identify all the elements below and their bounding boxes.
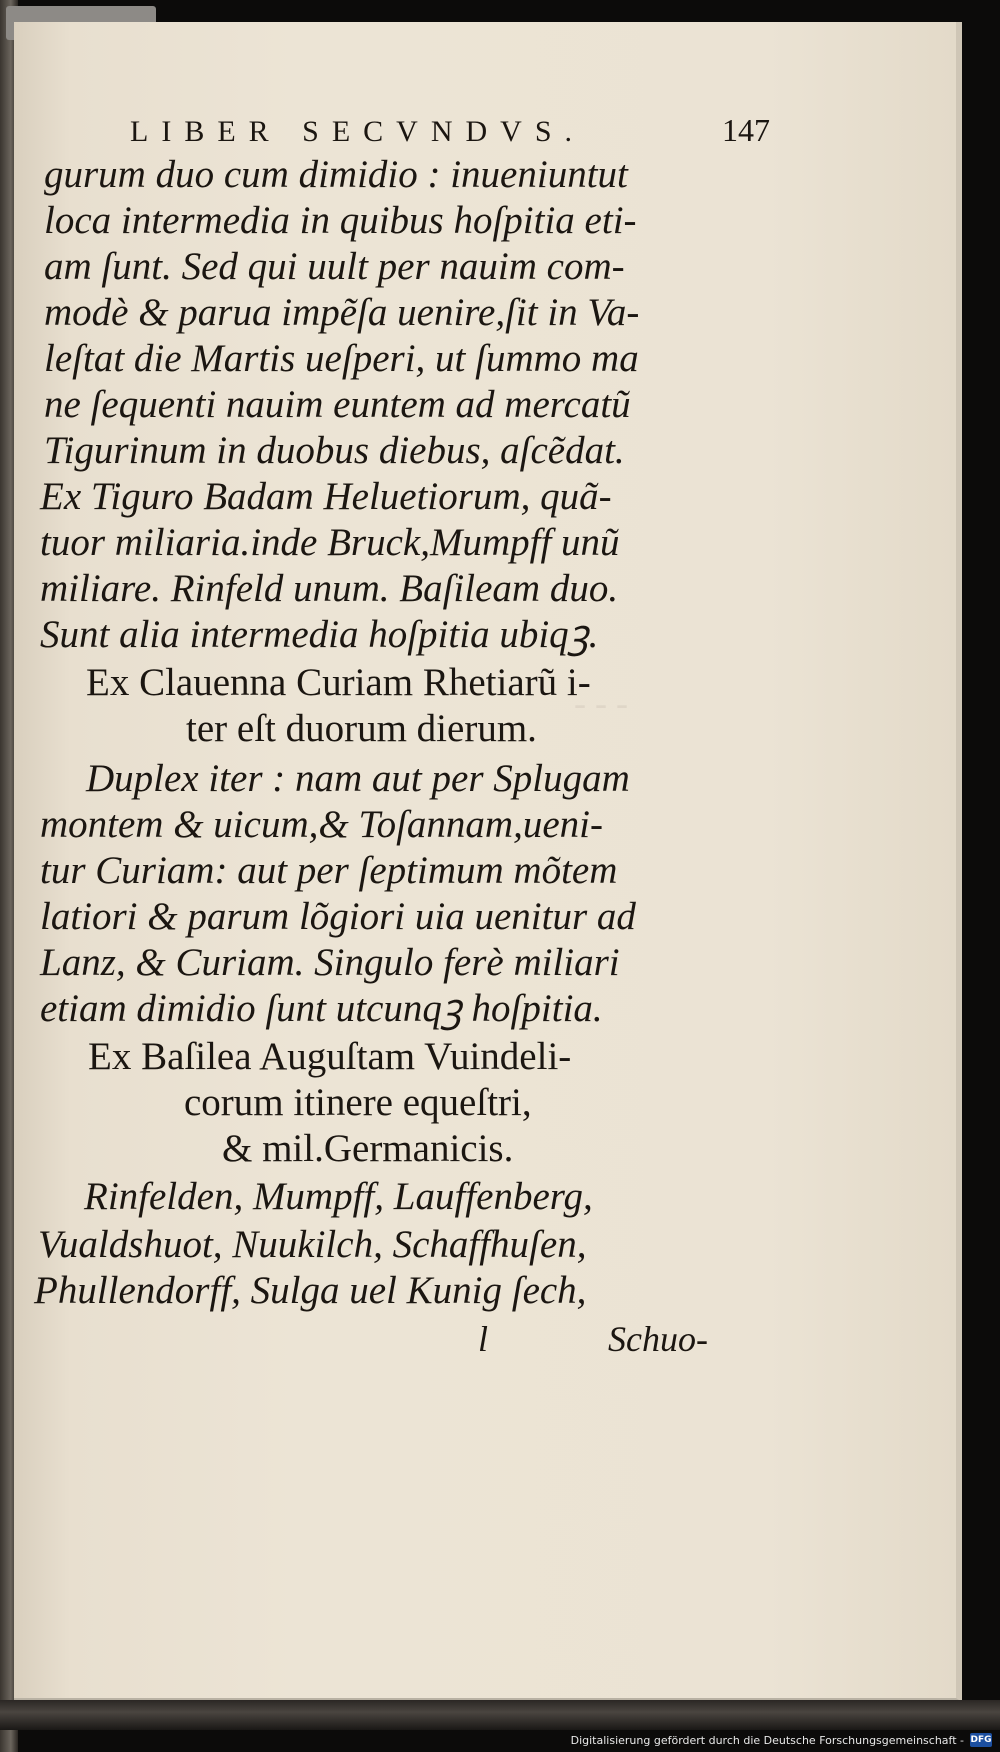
credit-text: Digitalisierung gefördert durch die Deutsche Forschungsgemeinschaft - [570, 1733, 964, 1747]
text-line: montem & uicum,& Toſannam,ueni- [40, 803, 603, 846]
running-title: LIBER SECVNDVS. [130, 115, 586, 148]
text-line: tuor miliaria.inde Bruck,Mumpff unũ [40, 521, 620, 564]
text-line: Phullendorff, Sulga uel Kunig ſech, [34, 1269, 587, 1312]
text-line: miliare. Rinfeld unum. Baſileam duo. [40, 567, 619, 610]
page-number: 147 [722, 112, 770, 148]
show-through-decoration: - - - [574, 683, 628, 723]
text-line: Vualdshuot, Nuukilch, Schaffhuſen, [38, 1223, 587, 1266]
running-head [130, 112, 770, 152]
text-line: Ex Tiguro Badam Heluetiorum, quã- [40, 475, 612, 518]
section-heading-line: Ex Baſilea Auguſtam Vuindeli- [88, 1035, 572, 1078]
text-line: loca intermedia in quibus hoſpitia eti- [44, 199, 637, 242]
text-line: leſtat die Martis ueſperi, ut ſummo ma [44, 337, 639, 380]
text-line: Sunt alia intermedia hoſpitia ubiqꝫ. [40, 613, 599, 656]
text-line: ne ſequenti nauim euntem ad mercatũ [44, 383, 631, 426]
text-line: Tigurinum in duobus diebus, aſcẽdat. [44, 429, 625, 472]
text-line: am ſunt. Sed qui uult per nauim com- [44, 245, 625, 288]
text-line: Rinfelden, Mumpff, Lauffenberg, [84, 1175, 593, 1218]
text-line: modè & parua impẽſa uenire,ſit in Va- [44, 291, 640, 334]
text-line: tur Curiam: aut per ſeptimum mõtem [40, 849, 618, 892]
section-heading-line: corum itinere equeſtri, [184, 1081, 532, 1124]
text-line: latiori & parum lõgiori uia uenitur ad [40, 895, 636, 938]
catchword: Schuo- [608, 1319, 708, 1359]
text-line: Lanz, & Curiam. Singulo ferè miliari [40, 941, 620, 984]
signature-mark: l [478, 1319, 489, 1359]
text-line: etiam dimidio ſunt utcunqꝫ hoſpitia. [40, 987, 603, 1030]
scan-bottom-edge [0, 1700, 1000, 1730]
section-heading-line: ter eſt duorum dierum. [186, 707, 537, 750]
text-line: Duplex iter : nam aut per Splugam [86, 757, 630, 800]
section-heading-line: & mil.Germanicis. [222, 1127, 514, 1170]
section-heading-line: Ex Clauenna Curiam Rhetiarũ i- [86, 661, 591, 704]
text-line: gurum duo cum dimidio : inueniuntut [44, 153, 628, 196]
digitization-credit [571, 1731, 992, 1749]
dfg-logo: DFG [970, 1735, 992, 1745]
